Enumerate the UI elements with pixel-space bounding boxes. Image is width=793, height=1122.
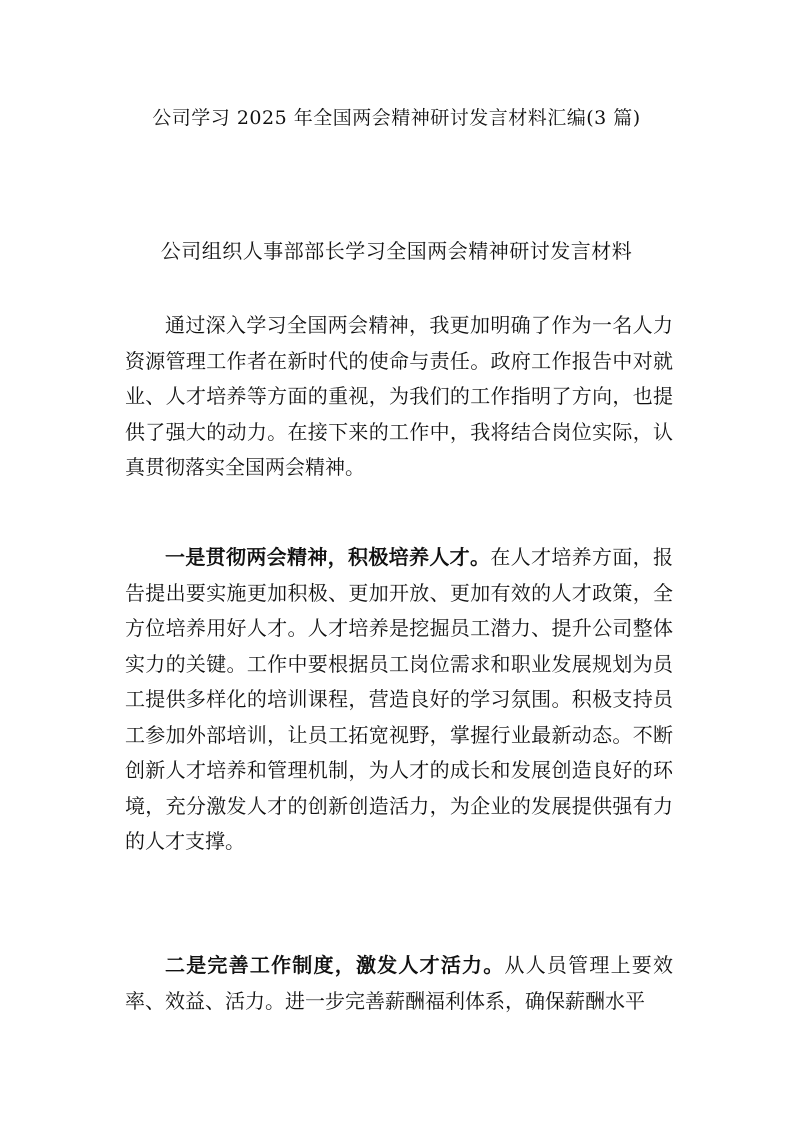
body-paragraph-2	[125, 540, 673, 860]
document-title: 公司学习 2025 年全国两会精神研讨发言材料汇编(3 篇)	[152, 107, 641, 129]
body-paragraph-1	[125, 308, 673, 486]
body-paragraph-3	[125, 948, 673, 1019]
paragraph-2-lead: 一是贯彻两会精神，积极培养人才。	[165, 545, 491, 569]
paragraph-2-text: 在人才培养方面，报告提出要实施更加积极、更加开放、更加有效的人才政策，全方位培养用好人才。人才培养是挖掘员工潜力、提升公司整体实力的关键。工作中要根据员工岗位需求和职业发展规划为员工提供多样化的培训课程，营造良好的学习氛围。积极支持员工参加外部培训，让员工拓宽视野，掌握行业最新动态。不断创新人才培养和管理机制，为人才的成长和发展创造良好的环境，充分激发人才的创新创造活力，为企业的发展提供强有力的人才支撑。	[125, 545, 674, 853]
paragraph-3-lead: 二是完善工作制度，激发人才活力。	[165, 953, 505, 977]
section-title: 公司组织人事部部长学习全国两会精神研讨发言材料	[160, 239, 633, 263]
paragraph-3-text: 从人员管理上要效率、效益、活力。进一步完善薪酬福利体系，确保薪酬水平	[125, 953, 674, 1013]
paragraph-1-text: 通过深入学习全国两会精神，我更加明确了作为一名人力资源管理工作者在新时代的使命与责任。政府工作报告中对就业、人才培养等方面的重视，为我们的工作指明了方向，也提供了强大的动力。在接下来的工作中，我将结合岗位实际，认真贯彻落实全国两会精神。	[125, 313, 673, 479]
